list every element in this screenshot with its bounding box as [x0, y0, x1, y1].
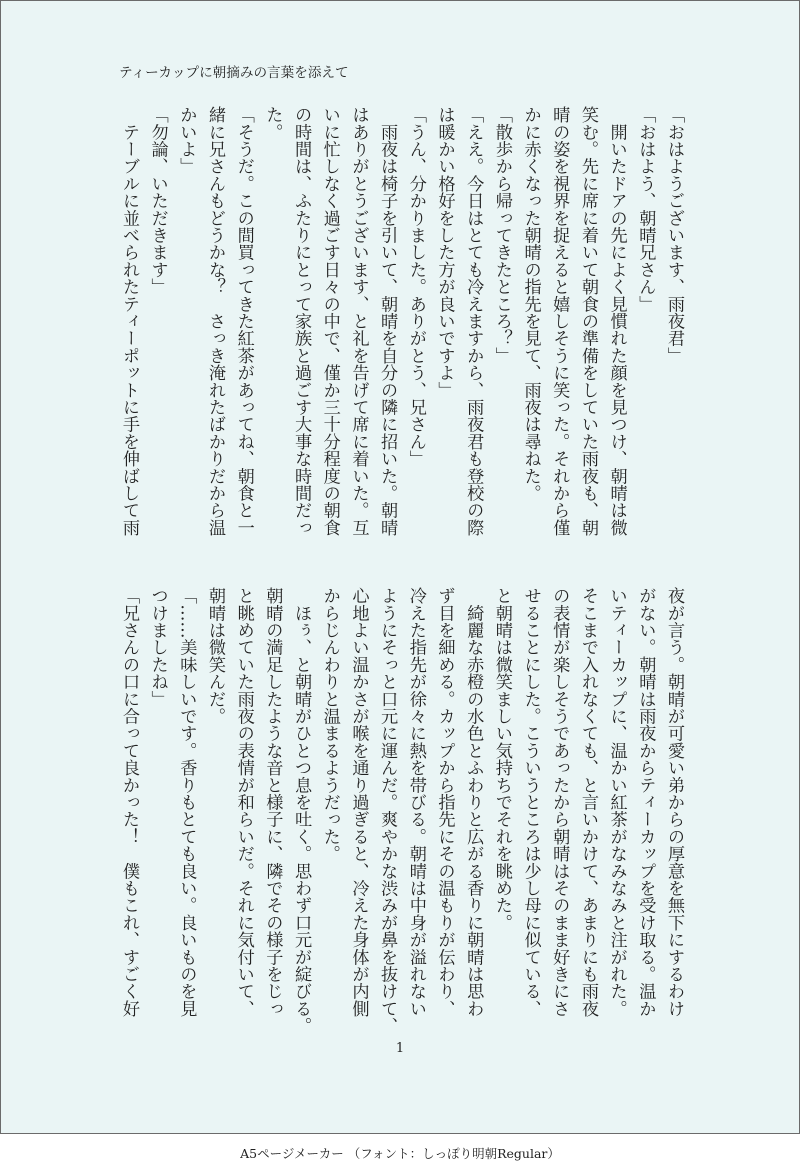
text-column: 「そうだ。この間買ってきた紅茶があってね、朝食と一	[233, 106, 254, 536]
text-column: の表情が楽しそうであったから朝晴はそのまま好きにさ	[549, 587, 570, 1017]
page-title: ティーカップに朝摘みの言葉を添えて	[119, 65, 349, 81]
text-column: 朝晴の満足したような音と様子に、隣でその様子をじっ	[262, 587, 283, 1017]
text-column: 雨夜は椅子を引いて、朝晴を自分の隣に招いた。朝晴	[377, 106, 398, 536]
text-column: ほぅ、と朝晴がひとつ息を吐く。思わず口元が綻びる。	[291, 587, 312, 1035]
text-column: いに忙しなく過ごす日々の中で、僅か三十分程度の朝食	[319, 106, 340, 536]
text-column: 「うん、分かりました。ありがとう、兄さん」	[405, 106, 426, 468]
text-column: は暖かい格好をした方が良いですよ」	[434, 106, 455, 399]
text-column: 夜が言う。朝晴が可愛い弟からの厚意を無下にするわけ	[664, 587, 684, 1017]
text-column: の時間は、ふたりにとって家族と過ごす大事な時間だっ	[291, 106, 312, 536]
text-column: ようにそっと口元に運んだ。爽やかな渋みが鼻を抜けて、	[377, 587, 398, 1035]
text-column: 開いたドアの先によく見慣れた顔を見つけ、朝晴は微	[606, 106, 627, 536]
text-column: 晴の姿を視界を捉えると嬉しそうに笑った。それから僅	[549, 106, 570, 536]
text-column: 緒に兄さんもどうかな？ さっき淹れたばかりだから温	[205, 106, 225, 536]
text-column: 冷えた指先が徐々に熱を帯びる。朝晴は中身が溢れない	[405, 587, 426, 1017]
text-column: と朝晴は微笑ましい気持ちでそれを眺めた。	[491, 587, 512, 931]
text-column: かいよ」	[176, 106, 197, 175]
text-column: 「おはよう、朝晴兄さん」	[635, 106, 656, 313]
text-column: いティーカップに、温かい紅茶がなみなみと注がれた。	[606, 587, 627, 1017]
text-column: 心地よい温かさが喉を通り過ぎると、冷えた身体が内側	[348, 587, 369, 1017]
text-column: 笑む。先に席に着いて朝食の準備をしていた雨夜も、朝	[577, 106, 598, 536]
text-column: 「散歩から帰ってきたところ？」	[491, 106, 512, 364]
text-column: 「おはようございます、雨夜君」	[664, 106, 684, 364]
text-column: はありがとうございます、と礼を告げて席に着いた。互	[348, 106, 369, 536]
text-column: 朝晴は微笑んだ。	[205, 587, 225, 725]
text-column: ず目を細める。カップから指先にその温もりが伝わり、	[434, 587, 455, 1017]
upper-text-block	[114, 106, 688, 538]
text-column: つけましたね」	[147, 587, 168, 708]
text-column: 「ええ。今日はとても冷えますから、雨夜君も登校の際	[463, 106, 484, 536]
footer-caption: A5ページメーカー （フォント：しっぽり明朝Regular）	[240, 1145, 560, 1161]
text-column: テーブルに並べられたティーポットに手を伸ばして雨	[118, 106, 139, 536]
text-column: かに赤くなった朝晴の指先を見て、雨夜は尋ねた。	[520, 106, 541, 502]
text-column: 「勿論、いただきます」	[147, 106, 168, 296]
text-column: 綺麗な赤橙の水色とふわりと広がる香りに朝晴は思わ	[463, 587, 484, 1017]
text-column: からじんわりと温まるようだった。	[319, 587, 340, 863]
text-column: がない。朝晴は雨夜からティーカップを受け取る。温か	[635, 587, 656, 1017]
lower-text-block	[114, 587, 688, 1035]
text-column: 「兄さんの口に合って良かった！ 僕もこれ、すごく好	[118, 587, 139, 1017]
page-number: 1	[395, 1041, 405, 1056]
text-column: と眺めていた雨夜の表情が和らいだ。それに気付いて、	[233, 587, 254, 1017]
text-column: そこまで入れなくても、と言いかけて、あまりにも雨夜	[577, 587, 598, 1017]
text-column: せることにした。こういうところは少し母に似ている、	[520, 587, 541, 1017]
text-column: た。	[262, 106, 283, 141]
text-column: 「……美味しいです。香りもとても良い。良いものを見	[176, 587, 197, 1017]
